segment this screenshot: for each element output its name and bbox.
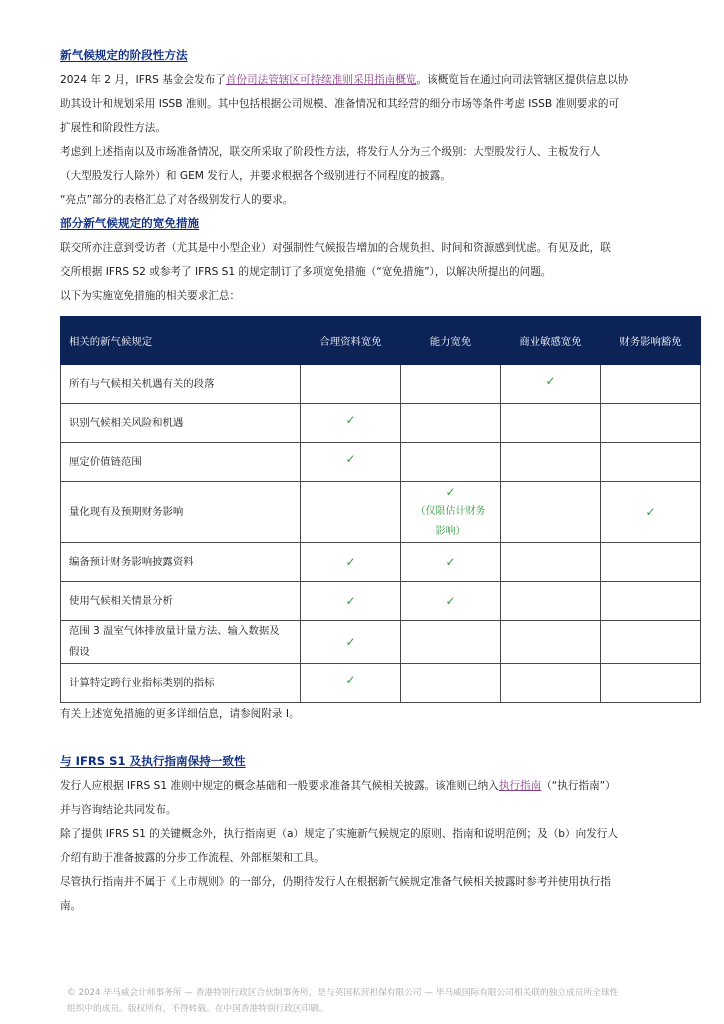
check-icon: ✓ bbox=[401, 543, 501, 582]
check-icon: ✓ bbox=[301, 621, 401, 664]
text: 交所根据 IFRS S2 或参考了 IFRS S1 的规定制订了多项宽免措施（“宽免措施”），以解决所提出的问题。 bbox=[60, 266, 552, 278]
text: 介绍有助于准备披露的分步工作流程、外部框架和工具。 bbox=[60, 852, 325, 864]
paragraph bbox=[60, 236, 700, 284]
check-icon bbox=[401, 365, 501, 404]
check-icon bbox=[501, 543, 601, 582]
check-icon bbox=[601, 582, 701, 621]
check-icon: ✓ bbox=[301, 404, 401, 443]
paragraph bbox=[60, 68, 700, 140]
text: 南。 bbox=[60, 900, 82, 912]
paragraph bbox=[60, 140, 700, 188]
text: 除了提供 IFRS S1 的关键概念外，执行指南更（a）规定了实施新气候规定的原则、指南和说明范例；及（b）向发行人 bbox=[60, 828, 618, 840]
table-row bbox=[61, 621, 701, 664]
copyright-footer bbox=[67, 985, 691, 1017]
relief-measures-table bbox=[60, 316, 701, 703]
check-icon: ✓ bbox=[501, 365, 601, 404]
text: 发行人应根据 IFRS S1 准则中规定的概念基础和一般要求准备其气候相关披露。该准则已纳入 bbox=[60, 780, 499, 792]
footer-text: 组织中的成员。版权所有，不得转载。在中国香港特别行政区印刷。 bbox=[67, 1004, 328, 1014]
table-header-row bbox=[61, 317, 701, 365]
check-icon: ✓ bbox=[301, 664, 401, 703]
check-icon bbox=[301, 365, 401, 404]
table-row-label: 使用气候相关情景分析 bbox=[61, 582, 301, 621]
table-row bbox=[61, 404, 701, 443]
check-icon: ✓ bbox=[301, 443, 401, 482]
table-footnote: 有关上述宽免措施的更多详细信息，请参阅附录 I。 bbox=[60, 708, 300, 720]
check-icon bbox=[401, 621, 501, 664]
table-header-cell: 合理资料宽免 bbox=[301, 317, 401, 365]
capacity-relief-cell bbox=[401, 482, 501, 543]
text: 范围 3 温室气体排放量计量方法、输入数据及 bbox=[69, 625, 280, 637]
check-icon bbox=[401, 664, 501, 703]
text: 假设 bbox=[69, 646, 90, 658]
check-icon bbox=[601, 621, 701, 664]
check-icon: ✓ bbox=[401, 582, 501, 621]
check-icon bbox=[401, 404, 501, 443]
check-icon bbox=[401, 443, 501, 482]
relief-note: 影响） bbox=[435, 526, 466, 537]
section-heading-phased-approach: 新气候规定的阶段性方法 bbox=[60, 48, 188, 62]
text: （“执行指南”） bbox=[541, 780, 616, 792]
check-icon bbox=[501, 582, 601, 621]
relief-note: （仅限估计财务 bbox=[415, 506, 486, 517]
paragraph bbox=[60, 822, 700, 870]
check-icon: ✓ bbox=[301, 582, 401, 621]
table-header-cell: 相关的新气候规定 bbox=[61, 317, 301, 365]
check-icon bbox=[501, 482, 601, 543]
section-heading-ifrs-s1-consistency: 与 IFRS S1 及执行指南保持一致性 bbox=[60, 754, 246, 768]
table-row-label bbox=[61, 621, 301, 664]
text: 2024 年 2 月，IFRS 基金会发布了 bbox=[60, 74, 226, 86]
check-icon bbox=[601, 404, 701, 443]
check-icon bbox=[601, 664, 701, 703]
text: 联交所亦注意到受访者（尤其是中小型企业）对强制性气候报告增加的合规负担、时间和资源感到忧虑。有见及此，联 bbox=[60, 242, 611, 254]
text: 。该概览旨在通过向司法管辖区提供信息以协 bbox=[416, 74, 629, 86]
paragraph: “亮点”部分的表格汇总了对各级别发行人的要求。 bbox=[60, 194, 294, 206]
check-icon bbox=[501, 443, 601, 482]
table-row-label: 厘定价值链范围 bbox=[61, 443, 301, 482]
check-icon bbox=[501, 664, 601, 703]
check-icon bbox=[601, 443, 701, 482]
text: 尽管执行指南并不属于《上市规则》的一部分，仍期待发行人在根据新气候规定准备气候相关披露时参考并使用执行指 bbox=[60, 876, 611, 888]
jurisdictional-guide-link[interactable]: 首份司法管辖区可持续准则采用指南概览 bbox=[225, 74, 417, 86]
table-row bbox=[61, 482, 701, 543]
text: 并与咨询结论共同发布。 bbox=[60, 804, 177, 816]
table-row bbox=[61, 443, 701, 482]
check-icon bbox=[601, 543, 701, 582]
text: 助其设计和规划采用 ISSB 准则。其中包括根据公司规模、准备情况和其经营的细分市场等条件考虑 ISSB 准则要求的可 bbox=[60, 98, 620, 110]
spacer bbox=[60, 726, 700, 750]
table-header-cell: 能力宽免 bbox=[401, 317, 501, 365]
text: 扩展性和阶段性方法。 bbox=[60, 122, 166, 134]
table-header-cell: 商业敏感宽免 bbox=[501, 317, 601, 365]
table-row-label: 所有与气候相关机遇有关的段落 bbox=[61, 365, 301, 404]
table-row bbox=[61, 664, 701, 703]
table-row-label: 量化现有及预期财务影响 bbox=[61, 482, 301, 543]
table-row bbox=[61, 582, 701, 621]
table-row bbox=[61, 543, 701, 582]
table-row-label: 编备预计财务影响披露资料 bbox=[61, 543, 301, 582]
section-heading-relief-measures: 部分新气候规定的宽免措施 bbox=[60, 216, 200, 230]
paragraph: 以下为实施宽免措施的相关要求汇总： bbox=[60, 290, 241, 302]
text: 考虑到上述指南以及市场准备情况，联交所采取了阶段性方法，将发行人分为三个级别：大型股发行人、主板发行人 bbox=[60, 146, 601, 158]
check-icon: ✓ bbox=[601, 482, 701, 543]
table-header-cell: 财务影响豁免 bbox=[601, 317, 701, 365]
check-icon bbox=[301, 482, 401, 543]
check-icon bbox=[601, 365, 701, 404]
implementation-guidance-link[interactable]: 执行指南 bbox=[498, 780, 542, 792]
table-row-label: 识别气候相关风险和机遇 bbox=[61, 404, 301, 443]
table-row bbox=[61, 365, 701, 404]
check-icon: ✓ bbox=[445, 485, 456, 499]
check-icon bbox=[501, 621, 601, 664]
paragraph bbox=[60, 774, 700, 822]
document-body bbox=[60, 44, 700, 918]
table-row-label: 计算特定跨行业指标类别的指标 bbox=[61, 664, 301, 703]
check-icon: ✓ bbox=[301, 543, 401, 582]
check-icon bbox=[501, 404, 601, 443]
footer-text: © 2024 毕马威会计师事务所 — 香港特别行政区合伙制事务所，是与英国私营担保有限公司 — 毕马威国际有限公司相关联的独立成员所全球性 bbox=[67, 988, 619, 998]
text: （大型股发行人除外）和 GEM 发行人，并要求根据各个级别进行不同程度的披露。 bbox=[60, 170, 451, 182]
paragraph bbox=[60, 870, 700, 918]
